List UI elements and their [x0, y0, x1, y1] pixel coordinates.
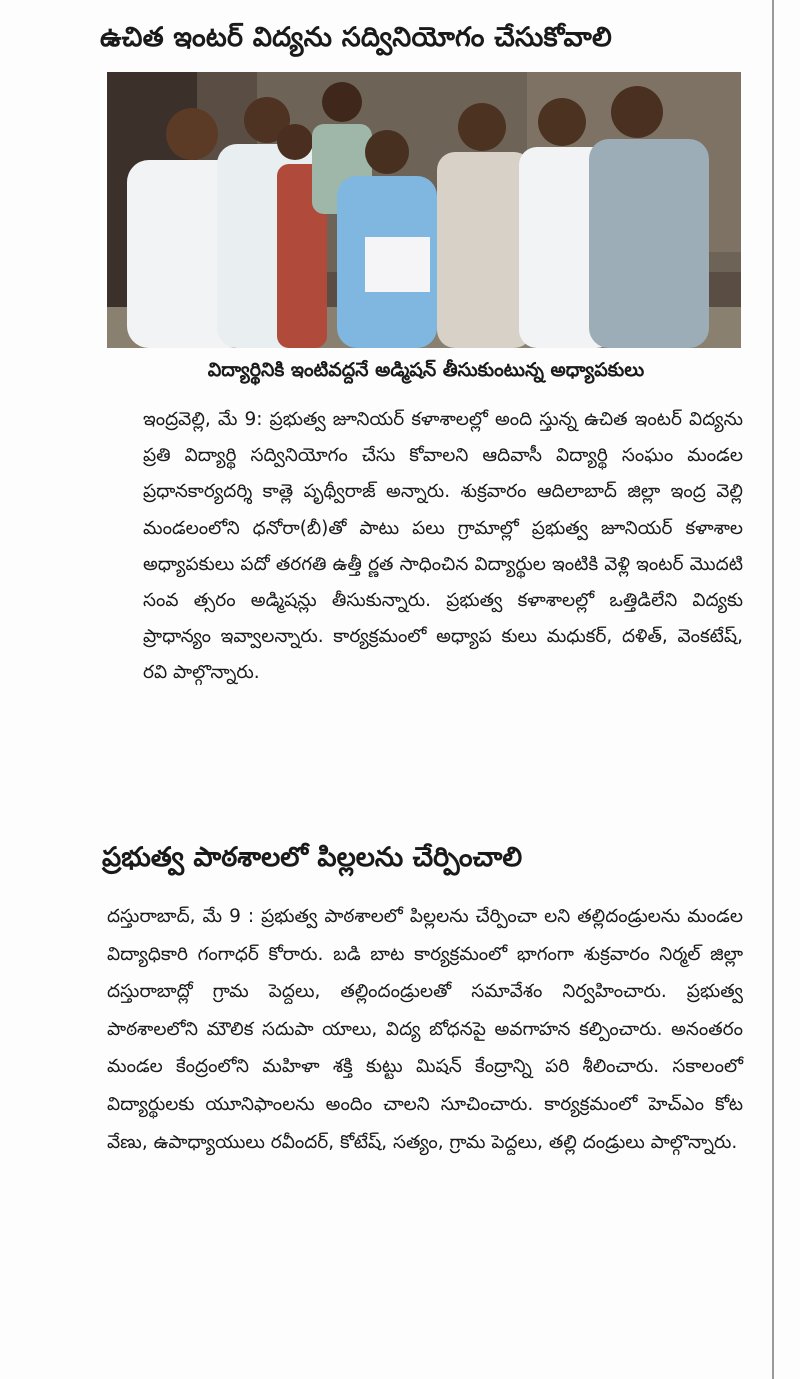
article-1-photo [107, 72, 741, 348]
article-2-headline: ప్రభుత్వ పాఠశాలలో పిల్లలను చేర్పించాలి [102, 842, 523, 873]
admission-form [365, 237, 430, 292]
article-1-headline: ఉచిత ఇంటర్ విద్యను సద్వినియోగం చేసుకోవాలి [100, 22, 612, 53]
article-1-paragraph: ఇంద్రవెల్లి, మే 9: ప్రభుత్వ జూనియర్ కళాశాలల్లో అంది స్తున్న ఉచిత ఇంటర్ విద్యను ప్రతి విద్యార్థి సద్వినియోగం చేసు కోవాలని ఆదివాసీ విద్యార్థి సంఘం మండల ప్రధానకార్యదర్శి కాత్లె పృథ్వీరాజ్ అన్నారు. శుక్రవారం ఆదిలాబాద్ జిల్లా ఇంద్ర వెల్లి మండలంలోని ధనోరా(బీ)తో పాటు పలు గ్రామాల్లో ప్రభుత్వ జూనియర్ కళాశాల అధ్యాపకులు పదో తరగతి ఉత్తీ ర్ణత సాధించిన విద్యార్థుల ఇంటికి వెళ్లి ఇంటర్ మొదటి సంవ త్సరం అడ్మిషన్లు తీసుకున్నారు. ప్రభుత్వ కళాశాలల్లో ఒత్తిడిలేని విద్యకు ప్రాధాన్యం ఇవ్వాలన్నారు. కార్యక్రమంలో అధ్యాప కులు మధుకర్, దళిత్, వెంకటేష్, రవి పాల్గొన్నారు. [143, 409, 743, 684]
column-rule [772, 0, 774, 1379]
photo-caption: విద్యార్థినికి ఇంటివద్దనే అడ్మిషన్ తీసుకుంటున్న అధ్యాపకులు [207, 359, 645, 381]
article-1-body [107, 402, 743, 692]
article-2-body [107, 898, 743, 1161]
article-2-paragraph: దస్తురాబాద్, మే 9 : ప్రభుత్వ పాఠశాలలో పిల్లలను చేర్పించా లని తల్లిదండ్రులను మండల విద్యాధికారి గంగాధర్ కోరారు. బడి బాట కార్యక్రమంలో భాగంగా శుక్రవారం నిర్మల్ జిల్లా దస్తురాబాద్లో గ్రామ పెద్దలు, తల్లిందండ్రులతో సమావేశం నిర్వహించారు. ప్రభుత్వ పాఠశాలలోని మౌలిక సదుపా యాలు, విద్య బోధనపై అవగాహన కల్పించారు. అనంతరం మండల కేంద్రంలోని మహిళా శక్తి కుట్టు మిషన్ కేంద్రాన్ని పరి శీలించారు. సకాలంలో విద్యార్థులకు యూనిఫాంలను అందిం చాలని సూచించారు. కార్యక్రమంలో హెచ్ఎం కోట వేణు, ఉపాధ్యాయులు రవీందర్, కోటేష్, సత్యం, గ్రామ పెద్దలు, తల్లి దండ్రులు పాల్గొన్నారు. [107, 906, 743, 1153]
